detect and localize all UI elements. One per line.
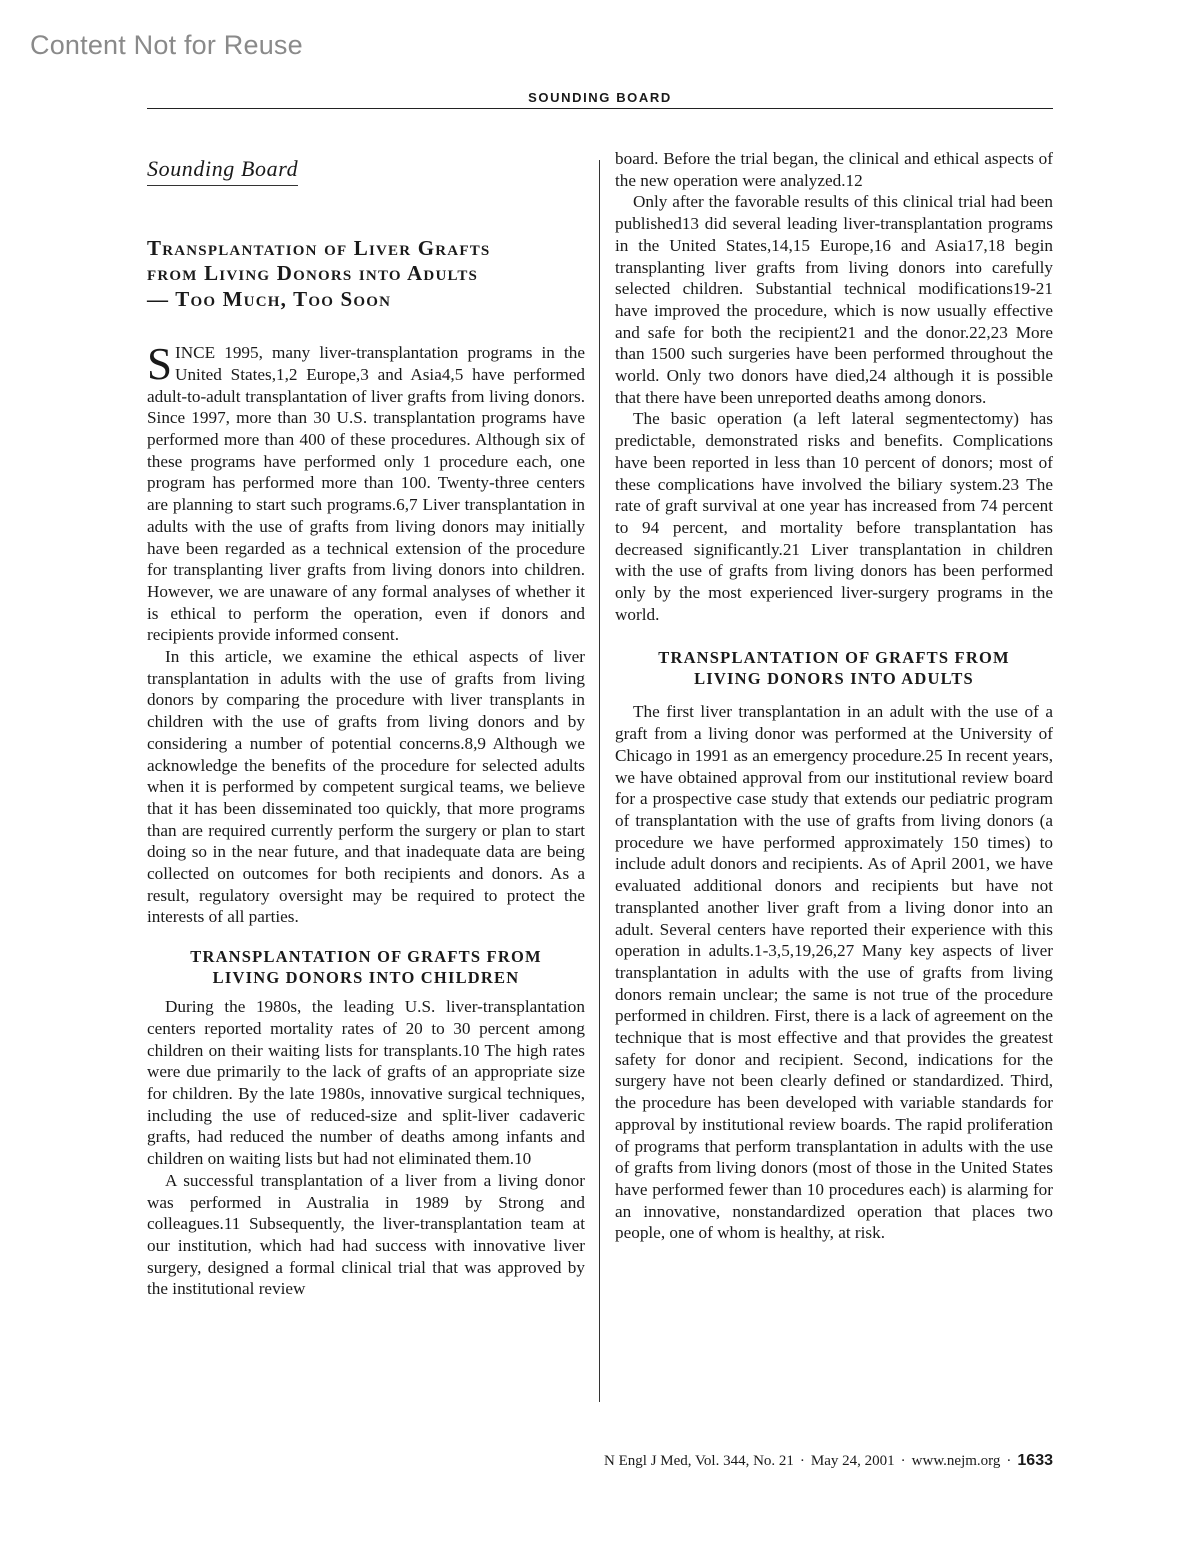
running-head: SOUNDING BOARD bbox=[528, 90, 672, 105]
section-heading: TRANSPLANTATION OF GRAFTS FROM LIVING DONORS INTO ADULTS bbox=[658, 648, 1010, 689]
section-label: Sounding Board bbox=[147, 158, 298, 186]
paragraph: board. Before the trial began, the clinical and ethical aspects of the new operation were analyzed.12 bbox=[615, 149, 1053, 190]
title-line-2: from Living Donors into Adults bbox=[147, 261, 479, 286]
separator: · bbox=[900, 1453, 906, 1469]
article-title bbox=[147, 236, 585, 313]
paragraph: The first liver transplantation in an adult with the use of a graft from a living donor was performed at the University of Chicago in 1991 as an emergency procedure.25 In recent years, we have obtained approval from our institutional review board for a prospective case study that extends our pediatric program of transplantation with the use of grafts from living donors (a procedure we have performed approximately 150 times) to include adult donors and recipients. As of April 2001, we have evaluated additional donors and recipients but have not transplanted another liver graft from a living donor into an adult. Several centers have reported their experience with this operation in adults.1-3,5,19,26,27 Many key aspects of liver transplantation in adults with the use of grafts from living donors remain unclear; the same is not true of the procedure performed in children. First, there is a lack of agreement on the technique that is most effective and that provides the greatest safety for donor and recipient. Second, indications for the surgery have not been clearly defined or standardized. Third, the procedure has been developed with variable standards for approval by institutional review boards. The rapid proliferation of programs that perform transplantation in adults with the use of grafts from living donors (most of those in the United States have performed fewer than 10 procedures each) is alarming for an innovative, nonstandardized operation that places two people, one of whom is healthy, at risk. bbox=[615, 702, 1053, 1243]
right-column bbox=[615, 148, 1053, 1244]
paragraph-text: INCE 1995, many liver-transplantation programs in the United States,1,2 Europe,3 and Asia4,5 have performed adult-to-adult transplantation of liver grafts from living donors. Since 1997, more than 30 U.S. transplantation programs have performed more than 400 of these procedures. Although six of these programs have performed only 1 procedure each, one program has performed more than 100. Twenty-three centers are planning to start such programs.6,7 Liver transplantation in adults with the use of grafts from living donors may initially have been regarded as a technical extension of the procedure for transplanting liver grafts from living donors into children. However, we are unaware of any formal analyses of whether it is ethical to perform the operation, even if donors and recipients provide informed consent. bbox=[147, 343, 585, 645]
title-line-3: — Too Much, Too Soon bbox=[147, 286, 392, 311]
paragraph: Only after the favorable results of this clinical trial had been published13 did several leading liver-transplantation programs in the United States,14,15 Europe,16 and Asia17,18 begin transplanting liver grafts from living donors into carefully selected children. Substantial technical modifications19-21 have improved the procedure, which is now usually effective and safe for both the recipient21 and the donor.22,23 More than 1500 such surgeries have been performed throughout the world. Only two donors have died,24 although it is possible that there have been unreported deaths among donors. bbox=[615, 192, 1053, 407]
page-footer bbox=[530, 1452, 1053, 1470]
column-divider bbox=[599, 160, 600, 1402]
paragraph bbox=[147, 339, 585, 646]
watermark: Content Not for Reuse bbox=[30, 30, 303, 60]
section-heading: TRANSPLANTATION OF GRAFTS FROM LIVING DONORS INTO CHILDREN bbox=[190, 947, 542, 988]
paragraph: During the 1980s, the leading U.S. liver-transplantation centers reported mortality rates of 20 to 30 percent among children on their waiting lists for transplants.10 The high rates were due primarily to the lack of grafts of an appropriate size for children. By the late 1980s, innovative surgical techniques, including the use of reduced-size and split-liver cadaveric grafts, had reduced the number of deaths among infants and children on waiting lists but had not eliminated them.10 bbox=[147, 997, 585, 1169]
paragraph: The basic operation (a left lateral segmentectomy) has predictable, demonstrated risks and benefits. Complications have been reported in less than 10 percent of donors; most of these complications have involved the biliary system.23 The rate of graft survival at one year has increased from 74 percent to 94 percent, and mortality before transplantation has decreased significantly.21 Liver transplantation in children with the use of grafts from living donors has been performed only by the most experienced liver-surgery programs in the world. bbox=[615, 409, 1053, 624]
journal-citation: N Engl J Med, Vol. 344, No. 21 bbox=[604, 1453, 794, 1469]
header-rule bbox=[147, 108, 1053, 109]
paragraph: A successful transplantation of a liver from a living donor was performed in Australia in 1989 by Strong and colleagues.11 Subsequently, the liver-transplantation team at our institution, which had had success with innovative liver surgery, designed a formal clinical trial that was approved by the institutional review bbox=[147, 1170, 585, 1299]
separator: · bbox=[799, 1453, 805, 1469]
page-number: 1633 bbox=[1017, 1452, 1053, 1469]
drop-cap: S bbox=[147, 339, 173, 390]
issue-date: May 24, 2001 bbox=[810, 1453, 895, 1469]
journal-url: www.nejm.org bbox=[911, 1453, 1001, 1469]
title-line-1: Transplantation of Liver Grafts bbox=[147, 235, 491, 260]
separator: · bbox=[1006, 1453, 1012, 1469]
paragraph: In this article, we examine the ethical aspects of liver transplantation in adults with the use of grafts from living donors by comparing the procedure with liver transplants in children with the use of grafts from living donors and by considering a number of potential concerns.8,9 Although we acknowledge the benefits of the procedure for selected adults when it is performed by competent surgical teams, we believe that it has been disseminated too quickly, that more programs than are required currently perform the surgery or plan to start doing so in the near future, and that inadequate data are being collected on outcomes for both recipients and donors. As a result, regulatory oversight may be required to protect the interests of all parties. bbox=[147, 647, 585, 927]
left-column bbox=[147, 148, 585, 1300]
